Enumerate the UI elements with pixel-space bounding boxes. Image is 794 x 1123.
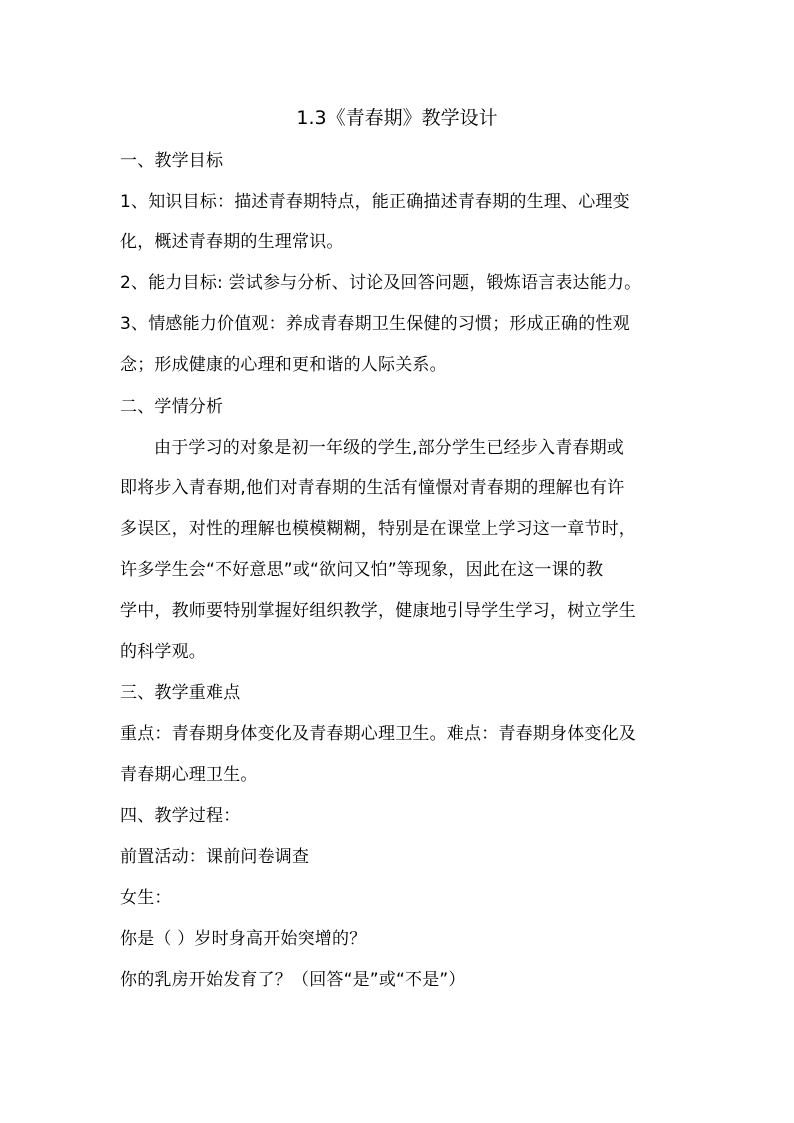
objective-emotion-line1: 3、情感能力价值观：养成青春期卫生保健的习惯；形成正确的性观 xyxy=(120,314,630,334)
key-points-line2: 青春期心理卫生。 xyxy=(120,765,258,785)
process-girls-label: 女生： xyxy=(120,888,172,908)
section-heading-process: 四、教学过程： xyxy=(120,806,241,826)
document-title: 1.3《青春期》教学设计 xyxy=(296,107,498,129)
analysis-paragraph-line6: 的科学观。 xyxy=(120,642,206,662)
survey-question-height: 你是（ ）岁时身高开始突增的？ xyxy=(120,929,367,949)
objective-knowledge-line2: 化，概述青春期的生理常识。 xyxy=(120,232,344,252)
section-heading-objectives: 一、教学目标 xyxy=(120,151,224,171)
objective-ability: 2、能力目标: 尝试参与分析、讨论及回答问题，锻炼语言表达能力。 xyxy=(120,273,642,293)
objective-knowledge-line1: 1、知识目标：描述青春期特点，能正确描述青春期的生理、心理变 xyxy=(120,192,630,212)
analysis-paragraph-line3: 多误区，对性的理解也模模糊糊，特别是在课堂上学习这一章节时， xyxy=(120,519,636,539)
objective-emotion-line2: 念；形成健康的心理和更和谐的人际关系。 xyxy=(120,355,447,375)
analysis-paragraph-line5: 学中，教师要特别掌握好组织教学，健康地引导学生学习，树立学生 xyxy=(120,601,636,621)
analysis-paragraph-line1: 由于学习的对象是初一年级的学生,部分学生已经步入青春期或 xyxy=(154,438,625,458)
analysis-paragraph-line4: 许多学生会“不好意思”或“欲问又怕”等现象，因此在这一课的教 xyxy=(120,560,604,580)
process-activity: 前置活动：课前问卷调查 xyxy=(120,847,310,867)
key-points-line1: 重点：青春期身体变化及青春期心理卫生。难点：青春期身体变化及 xyxy=(120,724,636,744)
section-heading-key-points: 三、教学重难点 xyxy=(120,683,241,703)
analysis-paragraph-line2: 即将步入青春期,他们对青春期的生活有憧憬对青春期的理解也有许 xyxy=(120,478,625,498)
survey-question-breast: 你的乳房开始发育了？（回答“是”或“不是”） xyxy=(120,970,466,990)
section-heading-analysis: 二、学情分析 xyxy=(120,397,224,417)
